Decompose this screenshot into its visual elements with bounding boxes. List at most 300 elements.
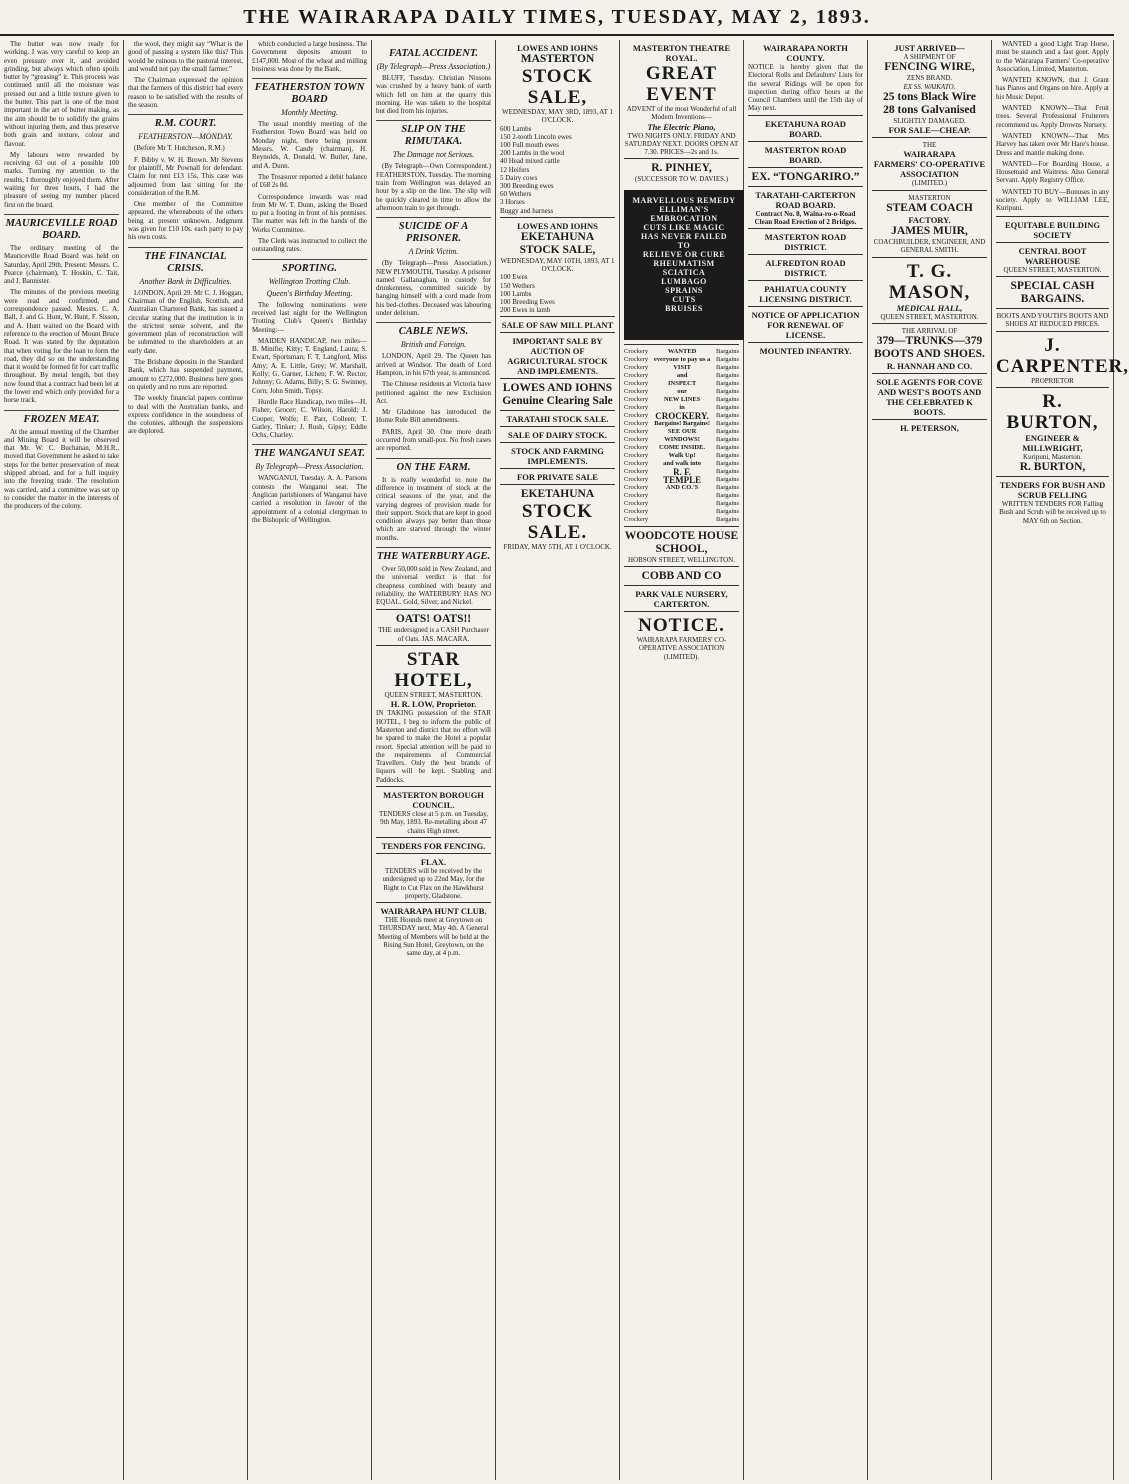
subheadline: FEATHERSTON—MONDAY. <box>138 132 233 142</box>
ad-title: WAIRARAPA HUNT CLUB. <box>380 906 487 917</box>
ad-date: WEDNESDAY, MAY 10TH, 1893, AT 1 O'CLOCK. <box>500 256 615 274</box>
list-item: 100 Full mouth ewes <box>500 141 559 149</box>
crockery-line: Bargains! Bargains! <box>654 419 710 427</box>
crockery-line: and <box>676 371 688 379</box>
article-text: One member of the Committee appeared, the whereabouts of the others being at present unknown. Judgment was given for £10 10s. each party to pay his own costs. <box>128 200 243 242</box>
article-text: (Before Mr T. Hutcheson, R.M.) <box>134 144 225 153</box>
ad-hunt-club <box>376 902 491 959</box>
ad-alfredton-road-district <box>748 254 863 280</box>
wanted-ad: WANTED KNOWN—That Fruit trees. Several Professional Fruiterers recommend us. Apply Drowns Nursery. <box>996 104 1109 129</box>
article-text: PARIS, April 30. One more death occurred from small-pox. No fresh cases are reported. <box>376 427 491 453</box>
ad-line: ENGINEER & MILLWRIGHT, <box>1022 432 1083 453</box>
article-text: LONDON, April 29. The Queen has arrived at Windsor. The death of Lord Hampton, in his 67th year, is announced. <box>376 352 491 377</box>
article-text: LONDON, April 29. Mr C. J. Hoggan, Chairman of the English, Scottish, and Australian Chartered Bank, has issued a circular stating that the institution is in the strictest sense solvent, and the government plan of reconstruction will be submitted to the shareholders at an early date. <box>128 288 243 355</box>
ad-title: 379—TRUNKS—379 <box>876 335 983 348</box>
article-text: The weekly financial papers continue to deal with the Australian banks, and express confidence in the soundness of the colonies, although the suspensions are deplored. <box>128 394 243 436</box>
ad-sole-agents <box>872 373 987 419</box>
ad-important-sale <box>500 332 615 378</box>
headline: SLIP ON THE RIMUTAKA. <box>376 120 491 148</box>
ad-line: JUST ARRIVED— <box>894 43 965 53</box>
ad-license-renewal <box>748 306 863 342</box>
ad-private-sale <box>500 468 615 484</box>
article-text: Mr Gladstone has introduced the Home Rule Bill amendments. <box>376 408 491 425</box>
ad-line: (LIMITED.) <box>911 179 948 188</box>
list-item: 200 Ewes in lamb <box>500 306 551 315</box>
article-text: The minutes of the previous meeting were read and confirmed, and correspondence passed. Messrs. C. A. Ball, J. and G. Hunt, W. Hunt, F. Sisson, and A. Hunt waited on the Board with reference to the erection of Mount Bruce Road. It was stated by the deputation that when voting for the loan to form the road, they did so on the understanding that it would be formed fit for cart traffic throughout. By metal length, but they now found that a contract had been let at the lower end which only provided for a horse track. <box>4 288 119 405</box>
ad-farmers-cooperative <box>872 137 987 190</box>
ad-eketahuna-road-board <box>748 115 863 141</box>
ad-title: FOR PRIVATE SALE <box>517 472 598 483</box>
ad-trunks <box>872 323 987 373</box>
crockery-side-label: Bargains <box>716 507 739 515</box>
ad-title: EQUITABLE BUILDING SOCIETY <box>1004 219 1101 240</box>
ad-title: NOTICE. <box>638 615 725 637</box>
ad-building-society <box>996 216 1109 242</box>
ad-name: R. BURTON, <box>1019 461 1086 474</box>
list-item: 200 Lambs in the wool <box>500 149 565 158</box>
crockery-side-label: Bargains <box>716 467 739 475</box>
article-text: BLUFF, Tuesday. Christian Nissons was crushed by a heavy bank of earth which fell on him at the quarry this morning. He was taken to the hospital but died from his injuries. <box>376 74 491 116</box>
crockery-side-label: Bargains <box>716 419 739 427</box>
list-item: 600 Lambs <box>500 124 532 133</box>
ad-pahiatua-licensing <box>748 280 863 306</box>
list-item: Buggy and harness <box>500 206 554 215</box>
ad-text: BOOTS AND YOUTH'S BOOTS AND SHOES AT REDUCED PRICES. <box>996 311 1109 329</box>
ad-woodcote-school <box>624 526 739 566</box>
column-6 <box>620 40 744 1480</box>
headline: SUICIDE OF A PRISONER. <box>376 217 491 245</box>
remedy-line: ELLIMAN'S <box>659 204 709 214</box>
crockery-line: R. F. TEMPLE <box>663 466 702 485</box>
ad-title: SALE OF DAIRY STOCK. <box>507 430 608 441</box>
remedy-line: CUTS LIKE MAGIC <box>643 222 725 232</box>
subheadline: Queen's Birthday Meeting. <box>266 288 353 298</box>
ad-address: QUEEN STREET, MASTERTON. <box>880 312 979 321</box>
crockery-side-label: Crockery <box>624 475 649 483</box>
article-text: Correspondence inwards was read from Mr W. T. Dunn, asking the Board to put a footing in front of his premises. The matter was left in the hands of the Works Committee. <box>252 192 367 234</box>
ad-theatre-royal <box>624 40 739 158</box>
article-text: (By Telegraph—Press Association.) NEW PLYMOUTH, Tuesday. A prisoner named Gallanaghan, in custody for drunkenness, committed suicide by hanging himself with a cord made from his bed-clothes. Deceased was labouring under delirium. <box>376 259 491 318</box>
ad-bush-felling <box>996 476 1109 527</box>
ad-title: MASTERTON ROAD DISTRICT. <box>764 232 847 253</box>
ad-title: MOUNTED INFANTRY. <box>759 346 852 357</box>
crockery-side-label: Bargains <box>716 483 739 491</box>
headline: FATAL ACCIDENT. <box>389 48 478 59</box>
ad-auctioneer: LOWES AND IOHNS <box>502 382 613 395</box>
ad-text: THE Hounds meet at Greytown on THURSDAY next, May 4th. A General Meeting of Members will be held at the Rising Sun Hotel, Greytown, on the same day, at 4 p.m. <box>378 916 489 958</box>
ad-masterton-stock-sale <box>500 40 615 217</box>
remedy-line: CUTS <box>672 294 696 304</box>
ad-line: ASSOCIATION <box>900 169 959 180</box>
ad-line: SLIGHTLY DAMAGED. <box>893 116 966 125</box>
crockery-side-label: Bargains <box>716 363 739 371</box>
ad-text: TENDERS will be received by the undersigned up to 22nd May, for the Right to Cut Flax on the Hawkhurst property, Gladstone. <box>382 866 485 900</box>
ad-line: COACHBUILDER, ENGINEER, AND GENERAL SMITH. <box>873 238 986 255</box>
remedy-line: BRUISES <box>665 303 703 313</box>
crockery-side-label: Bargains <box>716 395 739 403</box>
masthead: THE WAIRARAPA DAILY TIMES, TUESDAY, MAY 2, 1893. <box>0 0 1114 36</box>
ad-title: EX. “TONGARIRO.” <box>751 170 860 183</box>
crockery-side-label: Crockery <box>624 403 649 411</box>
column-2 <box>124 40 248 1480</box>
ad-cobb-and-co <box>624 566 739 585</box>
wanted-ad: WANTED KNOWN—That Mrs Harvey has taken over Mr Hare's house. Dress and mantle making done. <box>996 131 1109 157</box>
column-9 <box>992 40 1129 1480</box>
ad-clearing-sale <box>500 378 615 410</box>
crockery-line: WINDOWS! <box>664 435 700 443</box>
ad-line: BOOTS AND SHOES. <box>874 348 985 361</box>
ad-title: SPECIAL CASH BARGAINS. <box>1010 279 1095 305</box>
ad-title: STOCK SALE, <box>521 66 594 108</box>
ad-line: THE <box>922 141 937 150</box>
crockery-side-label: Bargains <box>716 411 739 419</box>
wanted-ad: WANTED a good Light Trap Horse, must be staunch and a fast goer. Apply to the Wairarapa Farmers' Co-operative Association, Limited, Masterton. <box>996 40 1109 73</box>
ad-title: H. PETERSON, <box>900 423 959 434</box>
ad-line: PROPRIETOR <box>1031 376 1074 385</box>
crockery-side-label: Bargains <box>716 379 739 387</box>
ad-title: STOCK SALE. <box>521 501 594 544</box>
headline: CABLE NEWS. <box>376 322 491 338</box>
ad-line: FACTORY. <box>908 215 951 226</box>
list-item: 100 Lambs <box>500 289 532 298</box>
ad-title: STAR HOTEL, <box>394 649 473 692</box>
column-7 <box>744 40 868 1480</box>
crockery-side-label: Crockery <box>624 459 649 467</box>
ad-title: R. BURTON, <box>1006 390 1099 433</box>
remedy-line: TO <box>677 240 691 250</box>
ad-title: STEAM COACH <box>886 202 973 215</box>
ad-title: NOTICE OF APPLICATION FOR RENEWAL OF LICENSE. <box>751 310 860 341</box>
ad-line: ZENS BRAND. <box>906 74 953 83</box>
crockery-center <box>653 348 711 524</box>
headline: FROZEN MEAT. <box>4 410 119 426</box>
headline: MAURICEVILLE ROAD BOARD. <box>4 214 119 242</box>
wanted-ad: WANTED KNOWN, that J. Grant has Pianos and Organs on hire. Apply at his Music Depot. <box>996 76 1109 101</box>
crockery-side-label: Crockery <box>624 483 649 491</box>
ad-title: MASTERTON BOROUGH COUNCIL. <box>383 790 484 811</box>
stock-list <box>500 125 615 215</box>
ad-title: J. CARPENTER, <box>996 334 1129 377</box>
crockery-side-label: Bargains <box>716 347 739 355</box>
ad-title: PARK VALE NURSERY, CARTERTON. <box>635 589 728 610</box>
crockery-side-label: Crockery <box>624 387 649 395</box>
ad-steam-coach-factory <box>872 190 987 257</box>
list-item: 3 Horses <box>500 198 525 207</box>
subheadline: A Drink Victim. <box>408 247 459 257</box>
ad-title: SCHOOL, <box>655 542 708 555</box>
article-text: (By Telegraph—Own Correspondent.) FEATHERSTON, Tuesday. The morning train from Wellington was delayed an hour by a slip on the line. The slip will be quickly cleared in time to allow the afternoon train to get through. <box>376 162 491 212</box>
ad-address: HOBSON STREET, WELLINGTON. <box>628 555 735 564</box>
list-item: 40 Head mixed cattle <box>500 157 560 166</box>
ad-title: TARATAHI STOCK SALE. <box>506 414 609 425</box>
ad-fencing-wire <box>872 40 987 137</box>
crockery-line: our <box>677 387 687 395</box>
ad-notice <box>624 611 739 663</box>
ad-flax <box>376 853 491 902</box>
crockery-side-label: Crockery <box>624 419 649 427</box>
crockery-side-label: Crockery <box>624 355 649 363</box>
ad-peterson <box>872 419 987 435</box>
ad-mounted-infantry <box>748 342 863 358</box>
crockery-line: WANTED <box>667 347 697 355</box>
column-1 <box>0 40 124 1480</box>
ad-title: TENDERS FOR FENCING. <box>381 840 486 851</box>
crockery-line: Walk Up! <box>668 451 696 459</box>
ad-subtitle: WAIRARAPA FARMERS' CO-OPERATIVE ASSOCIATION (LIMITED). <box>636 636 727 661</box>
crockery-side-label: Crockery <box>624 347 649 355</box>
article-text: Over 50,000 sold in New Zealand, and the universal verdict is that for cheapness combined with beauty and reliability, the WATERBURY HAS NO EQUAL. Gold, Silver, and Nickel. <box>376 564 491 607</box>
subheadline: British and Foreign. <box>400 340 467 350</box>
ad-burton <box>996 387 1109 476</box>
ad-auctioneer: LOWES AND IOHNS <box>517 43 598 53</box>
ad-line: Kuripuni, Masterton. <box>1023 452 1082 461</box>
ad-title: WAIRARAPA NORTH COUNTY. <box>763 43 848 63</box>
crockery-side-label: Crockery <box>624 371 649 379</box>
article-text: The usual monthly meeting of the Featherston Town Board was held on Monday night, there being present Messrs. W. Candy (chairman), H. Reynolds, A. Donald, W. Butler, Jane, and A. Dunn. <box>252 120 367 170</box>
article-text: At the annual meeting of the Chamber and Mining Board it will be observed that Mr. W. C. Buchanan, M.H.R., moved that Government be asked to take steps for the better preservation of meat shipped abroad, and for a full inquiry into the freezing trade. The resolution was carried, and a committee was set up to consider the matter in the interests of the producers of the colony. <box>4 427 119 511</box>
ad-cash-bargains <box>996 276 1109 308</box>
article-text: My labours were rewarded by receiving 63 out of a possible 100 marks. Turning my attention to the results, I thoroughly enjoyed them. After waiting for three hours, I had the pleasure of seeing my number placed first on the board. <box>4 150 119 209</box>
ad-text: NOTICE is hereby given that the Electoral Rolls and Defaulters' Lists for the several Ridings will be open for inspection during office hours at the Council Chambers until the 15th day of May next. <box>748 63 863 113</box>
article-text: which conducted a large business. The Government deposits amount to £147,000. Most of the wheat and milling business was done by the Bank. <box>252 40 367 73</box>
ad-title: GREAT EVENT <box>645 63 718 105</box>
ad-taratahi-road-board <box>748 186 863 229</box>
ad-text: TWO NIGHTS ONLY. FRIDAY AND SATURDAY NEXT. DOORS OPEN AT 7.30. PRICES—2s and 1s. <box>624 131 739 157</box>
crockery-side-label: Bargains <box>716 387 739 395</box>
crockery-line: CROCKERY. <box>655 410 709 421</box>
crockery-line: everyone to pay us a <box>653 355 711 363</box>
ad-borough-council <box>376 786 491 837</box>
crockery-line: and walk into <box>663 459 702 467</box>
crockery-side-label: Crockery <box>624 427 649 435</box>
list-item: 60 Wethers <box>500 190 532 199</box>
ad-title: IMPORTANT SALE BY AUCTION OF AGRICULTURAL STOCK AND IMPLEMENTS. <box>507 336 608 377</box>
ad-eketahuna-stock-sale-2 <box>500 484 615 553</box>
subheadline: Monthly Meeting. <box>281 108 338 118</box>
ad-date: FRIDAY, MAY 5TH, AT 1 O'CLOCK. <box>503 543 612 552</box>
ad-medical-hall <box>872 257 987 323</box>
ad-title: STOCK SALE, <box>519 243 596 256</box>
subheadline: By Telegraph—Press Association. <box>255 462 364 472</box>
article-text: The Chairman expressed the opinion that the farmers of this district had every reason to be satisfied with the results of the season. <box>128 76 243 110</box>
crockery-side-label: Bargains <box>716 515 739 523</box>
crockery-side-label: Crockery <box>624 435 649 443</box>
ad-title: FENCING WIRE, <box>884 61 975 74</box>
crockery-column <box>624 348 648 524</box>
column-3 <box>248 40 372 1480</box>
ad-line: MEDICAL HALL, <box>896 302 963 313</box>
ad-title: STOCK AND FARMING IMPLEMENTS. <box>511 446 604 467</box>
article-text: The following nominations were received last night for the Wellington Trotting Club's Queen's Birthday Meeting:— <box>252 300 367 334</box>
list-item: 300 Breeding ewes <box>500 182 554 191</box>
article-text: Hurdle Race Handicap, two miles—H. Fisher, Grocer; C. Wilson, Harold; J. Cooper, Wolfe; F. Parr, Colleen; T. Gatley, Tinker; J. Rush, Gipsy; Eddie Ochs, Charley. <box>252 397 367 440</box>
remedy-line: MARVELLOUS REMEDY <box>632 195 736 205</box>
article-text: The butter was now ready for working. I was very careful to keep an even pressure over it, and avoided grinding, but always which often spoils butter by “greasing” it. This process was continued until all the moisture was pressed out and a little texture given to the butter. This part is one of the most important in the art of butter making, as the aim should be to solidify the grains without injuring them, and thus preserve both grain and texture, colour and flavour. <box>4 40 119 148</box>
article-text: F. Bibby v. W. H. Brown. Mr Stevens for plaintiff, Mr Pownall for defendant. Claim for rent £13 15s. This case was adjourned from last sitting for the consideration of the R.M. <box>128 155 243 197</box>
ad-pinhey <box>624 158 739 185</box>
crockery-side-label: Bargains <box>716 427 739 435</box>
ad-fencing-tenders <box>376 837 491 853</box>
ad-title: R. PINHEY, <box>651 162 712 175</box>
ad-venue: MASTERTON THEATRE ROYAL. <box>632 43 731 63</box>
remedy-line: RHEUMATISM <box>653 258 715 268</box>
ad-title: CENTRAL BOOT WAREHOUSE <box>1018 245 1087 266</box>
article-text: The ordinary meeting of the Mauriceville Road Board was held on Saturday, April 29th. Present: Messrs. C. Pearce (chairman), T. Hoskin, C. Tait, and J. Bannister. <box>4 243 119 286</box>
ad-title: T. G. MASON, <box>888 260 971 303</box>
ad-line: WAIRARAPA <box>903 149 956 160</box>
column-5 <box>496 40 620 1480</box>
crockery-side-label: Crockery <box>624 363 649 371</box>
ad-text: THE undersigned is a CASH Purchaser of Oats. JAS. MACARA. <box>378 626 489 643</box>
crockery-line: in <box>679 403 685 411</box>
headline: THE WANGANUI SEAT. <box>252 444 367 460</box>
ad-north-county <box>748 40 863 115</box>
ad-title: SALE OF SAW MILL PLANT <box>501 320 614 331</box>
stock-list <box>500 273 615 314</box>
ad-title: EKETAHUNA ROAD BOARD. <box>765 118 846 139</box>
wanted-ad: WANTED—For Boarding House, a Housemaid and Waitress. Also General Servant. Apply Registry Office. <box>996 159 1109 185</box>
ad-central-boot-warehouse <box>996 242 1109 276</box>
crockery-side-label: Bargains <box>716 443 739 451</box>
ad-crockery <box>624 344 739 526</box>
ad-text: IN TAKING possession of the STAR HOTEL, I beg to inform the public of Masterton and district that no effort will be spared to make the Hotel a popular resort. Special attention will be paid to the requirements of Commercial Travellers. Only the best brands of liquors will be kept. Stabling and Paddocks. <box>376 709 491 784</box>
ad-farming-implements <box>500 442 615 468</box>
crockery-column <box>716 348 739 524</box>
crockery-side-label: Bargains <box>716 451 739 459</box>
ad-place: MASTERTON <box>520 53 595 65</box>
ad-title: ALFREDTON ROAD DISTRICT. <box>765 258 846 279</box>
ad-title: SOLE AGENTS FOR COVE AND WEST'S BOOTS AND THE CELEBRATED K BOOTS. <box>876 377 983 418</box>
article-text: The Clerk was instructed to collect the outstanding rates. <box>252 237 367 254</box>
ad-boots-reduced <box>996 308 1109 331</box>
ad-text: ADVENT of the most Wonderful of all Modern Inventions— <box>626 105 737 122</box>
remedy-advertisement-image <box>624 190 744 340</box>
ad-line: A SHIPMENT OF <box>903 53 956 61</box>
list-item: 12 Heifers <box>500 165 530 174</box>
headline: ON THE FARM. <box>376 458 491 474</box>
article-text: MAIDEN HANDICAP, two miles—B. Minifie, Kitty; T. England, Laura; S. Ewart, Sportsman; F. T. Langford, Miss Amy; A. E. Little, Grey; W. Marshall, Kolly; G. Garner, Lichen; F. W. Rector, Johnny; G. Adams, Billy; S. G. Swinney, Corn; John Smith, Topsy. <box>252 336 367 395</box>
crockery-line: INSPECT <box>668 379 697 387</box>
crockery-side-label: Crockery <box>624 379 649 387</box>
ad-line: THE ARRIVAL OF <box>901 326 958 335</box>
ad-name: JAMES MUIR, <box>891 225 968 238</box>
list-item: 150 2-tooth Lincoln ewes <box>500 132 572 141</box>
ad-subtitle: (SUCCESSOR TO W. DAVIES.) <box>634 175 729 184</box>
ad-title: Genuine Clearing Sale <box>502 395 613 408</box>
ad-carpenter <box>996 331 1129 387</box>
crockery-side-label: Bargains <box>716 403 739 411</box>
remedy-line: EMBROCATION <box>650 213 718 223</box>
crockery-side-label: Crockery <box>624 467 649 475</box>
article-text: WANGANUI, Tuesday. A. A. Parsons contests the Wanganui seat. The Anglican parishioners of Wanganui have carried a resolution in favour of the appointment of a colonial clergyman to the Bishopric of Wellington. <box>252 474 367 524</box>
ad-title: WOODCOTE HOUSE <box>624 529 739 542</box>
ad-title: PAHIATUA COUNTY LICENSING DISTRICT. <box>759 284 852 305</box>
remedy-line: HAS NEVER FAILED <box>640 231 728 241</box>
list-item: 5 Dairy cows <box>500 173 538 182</box>
headline: FEATHERSTON TOWN BOARD <box>252 78 367 106</box>
remedy-line: SCIATICA <box>662 267 706 277</box>
ad-text: Contract No. 8, Waina-ro-o-Road Clean Road Erection of 2 Bridges. <box>754 209 857 227</box>
article-text: the wool, they might say “What is the good of passing a system like this? This would be ruinous to the pastoral interest, and would not pay the small farmer.” <box>128 40 243 73</box>
ad-address: QUEEN STREET, MASTERTON. <box>384 691 483 700</box>
ad-line: EX SS. WAIKATO. <box>903 82 956 91</box>
crockery-side-label: Bargains <box>716 491 739 499</box>
crockery-side-label: Bargains <box>716 499 739 507</box>
ad-masterton-road-district <box>748 228 863 254</box>
article-text: The Brisbane deposits in the Standard Bank, which has suspended payment, amount to £272,000. Business here goes on quietly and no runs are reported. <box>128 358 243 391</box>
subheadline: (By Telegraph—Press Association.) <box>376 62 491 71</box>
article-text: It is really wonderful to note the difference in treatment of stock at the critical seasons of the year, and the varying degrees of provision made for their support. Stock that are kept in good condition always pay better than those which are starved through the winter months. <box>376 475 491 542</box>
article-text: The Chinese residents at Victoria have petitioned against the new Exclusion Act. <box>376 380 491 405</box>
crockery-line: NEW LINES <box>663 395 701 403</box>
ad-address: QUEEN STREET, MASTERTON. <box>1003 265 1102 274</box>
subheadline: Wellington Trotting Club. <box>268 276 351 286</box>
column-8 <box>868 40 992 1480</box>
crockery-side-label: Crockery <box>624 515 649 523</box>
ad-auctioneer: LOWES AND IOHNS <box>517 220 598 231</box>
crockery-line: COME INSIDE. <box>659 443 706 451</box>
remedy-line: LUMBAGO <box>661 276 707 286</box>
crockery-side-label: Crockery <box>624 491 649 499</box>
ad-saw-mill <box>500 316 615 332</box>
article-text: The Treasurer reported a debit balance of £68 2s 8d. <box>252 172 367 190</box>
crockery-side-label: Crockery <box>624 443 649 451</box>
headline: R.M. COURT. <box>128 114 243 130</box>
list-item: 100 Ewes <box>500 273 528 282</box>
crockery-side-label: Bargains <box>716 435 739 443</box>
column-4 <box>372 40 496 1480</box>
ad-tongariro <box>748 167 863 186</box>
ad-title: FARMERS' CO-OPERATIVE <box>873 159 986 170</box>
subheadline: The Damage not Serious. <box>392 150 475 160</box>
crockery-side-label: Crockery <box>624 395 649 403</box>
remedy-line: RELIEVE OR CURE <box>642 249 726 259</box>
ad-place: EKETAHUNA <box>520 488 595 501</box>
crockery-side-label: Crockery <box>624 507 649 515</box>
remedy-line: SPRAINS <box>665 285 703 295</box>
headline: THE WATERBURY AGE. <box>376 547 491 563</box>
ad-place: EKETAHUNA <box>520 230 595 243</box>
wanted-ad: WANTED TO BUY—Bonuses in any society. Apply to WILLIAM LEE, Kuripuni. <box>996 187 1109 213</box>
crockery-side-label: Bargains <box>716 459 739 467</box>
ad-park-vale-nursery <box>624 585 739 611</box>
headline: THE FINANCIAL CRISIS. <box>128 247 243 275</box>
crockery-side-label: Crockery <box>624 451 649 459</box>
ad-line: 25 tons Black Wire <box>883 90 976 103</box>
ad-line: MASTERTON <box>908 193 951 202</box>
ad-subtitle: The Electric Piano, <box>647 121 716 132</box>
ad-title: OATS! OATS!! <box>395 613 472 626</box>
ad-eketahuna-stock-sale <box>500 217 615 317</box>
ad-taratahi-sale <box>500 410 615 426</box>
ad-dairy-stock <box>500 426 615 442</box>
ad-title: FLAX. <box>420 856 447 867</box>
crockery-side-label: Bargains <box>716 371 739 379</box>
crockery-side-label: Bargains <box>716 355 739 363</box>
crockery-line: SEE OUR <box>667 427 697 435</box>
ad-line: 28 tons Galvanised <box>883 103 976 116</box>
crockery-side-label: Crockery <box>624 499 649 507</box>
ad-title: TENDERS FOR BUSH AND SCRUB FELLING <box>999 480 1106 501</box>
ad-text: TENDERS close at 5 p.m. on Tuesday, 9th May, 1893. Re-metalling about 47 chains High street. <box>378 810 489 835</box>
ad-proprietor: H. R. LOW, Proprietor. <box>390 699 477 710</box>
ad-title: TARATAHI-CARTERTON ROAD BOARD. <box>755 189 856 210</box>
ad-line: FOR SALE—CHEAP. <box>888 125 971 136</box>
ad-date: WEDNESDAY, MAY 3RD, 1893, AT 1 O'CLOCK. <box>502 108 613 125</box>
list-item: 100 Breeding Ewes <box>500 298 555 307</box>
ad-line: R. HANNAH AND CO. <box>886 361 973 372</box>
ad-title: COBB AND CO <box>641 570 722 583</box>
